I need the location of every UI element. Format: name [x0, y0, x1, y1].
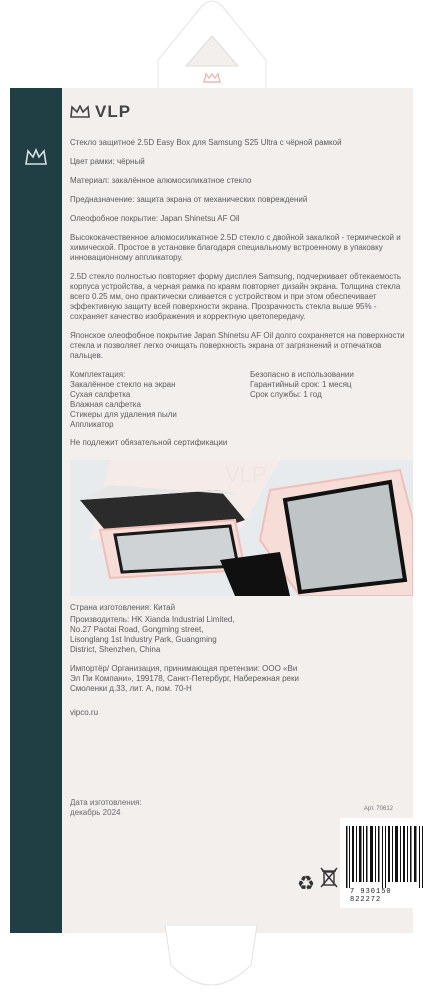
- crossed-bin-icon: [320, 866, 338, 888]
- recycle-icon: ♻: [297, 873, 315, 895]
- product-title: Стекло защитное 2.5D Easy Box для Samsung S25 Ultra с чёрной рамкой: [70, 138, 342, 147]
- barcode-number: 7 930150 822272: [350, 888, 392, 904]
- kit-item: Аппликатор: [70, 420, 114, 429]
- kit-item: Сухая салфетка: [70, 390, 131, 399]
- description-3: Японское олеофобное покрытие Japan Shinetsu AF Oil долго сохраняется на поверхности стекла и позволяет легко очищать поверхность экрана от загрязнений и отпечатков пальцев.: [70, 331, 405, 360]
- hang-tab: [118, 0, 306, 96]
- description-1: Высококачественное алюмосиликатное 2.5D стекло с двойной закалкой - термической и химической. Простое в установке благодаря специальному встроенному в упаковку инновационному аппликатору.: [70, 233, 401, 262]
- manufacture-date-value: декабрь 2024: [70, 808, 121, 817]
- crown-icon: [24, 148, 48, 166]
- safety-note: Безопасно в использовании: [250, 370, 354, 379]
- importer: Импортёр/ Организация, принимающая претензии: ООО «Ви Эл Пи Компани», 199178, Санкт-Петербург, Набережная реки Смоленки д.33, лит. А, пом. 70-Н: [70, 664, 299, 693]
- service-life: Срок службы: 1 год: [250, 390, 322, 399]
- certification-note: Не подлежит обязательной сертификации: [70, 438, 228, 447]
- manufacture-date-label: Дата изготовления:: [70, 798, 142, 807]
- website: vipco.ru: [70, 708, 99, 717]
- coating: Олеофобное покрытие: Japan Shinetsu AF Oil: [70, 214, 240, 223]
- article-number: Арт. 70612: [363, 806, 393, 812]
- brand-logo: [69, 102, 131, 122]
- warranty: Гарантийный срок: 1 месяц: [250, 380, 352, 389]
- manufacturer: Производитель: HK Xianda Industrial Limited, No.27 Paotai Road, Gongming street, Lisonglang 1st Industry Park, Guangming District, Shenzhen, China: [70, 615, 235, 654]
- crown-icon: [69, 105, 91, 119]
- frame-color: Цвет рамки: чёрный: [70, 157, 145, 166]
- kit-section: [70, 370, 410, 430]
- manufacture-date: [70, 798, 142, 818]
- brand-logo-text: VLP: [95, 102, 132, 121]
- kit-list: [70, 370, 230, 430]
- kit-heading: Комплектация:: [70, 370, 126, 379]
- kit-item: Закалённое стекло на экран: [70, 380, 176, 389]
- package-front: [62, 88, 413, 933]
- svg-text:VLP: VLP: [225, 462, 267, 487]
- usage-info: [250, 370, 410, 430]
- product-photo: [70, 460, 413, 596]
- product-info: [70, 138, 410, 457]
- origin-info: [70, 603, 410, 727]
- package-spine: [10, 88, 62, 933]
- description-2: 2.5D стекло полностью повторяет форму дисплея Samsung, подчеркивает обтекаемость корпуса устройства, а черная рамка по краям повторяет дизайн экрана. Толщина стекла всего 0.25 мм, оно практически сливается с устройством и при этом обеспечивает эффективную защиту всей поверхности экрана. Прозрачность стекла выше 95% - сохраняет качество изображения и корректную цветопередачу.: [70, 272, 402, 321]
- purpose: Предназначение: защита экрана от механических повреждений: [70, 195, 308, 204]
- material: Материал: закалённое алюмосиликатное стекло: [70, 176, 252, 185]
- kit-item: Влажная салфетка: [70, 400, 141, 409]
- bottom-tab: [155, 925, 267, 995]
- country: Страна изготовления: Китай: [70, 603, 176, 612]
- kit-item: Стикеры для удаления пыли: [70, 410, 177, 419]
- package-back: [10, 88, 413, 933]
